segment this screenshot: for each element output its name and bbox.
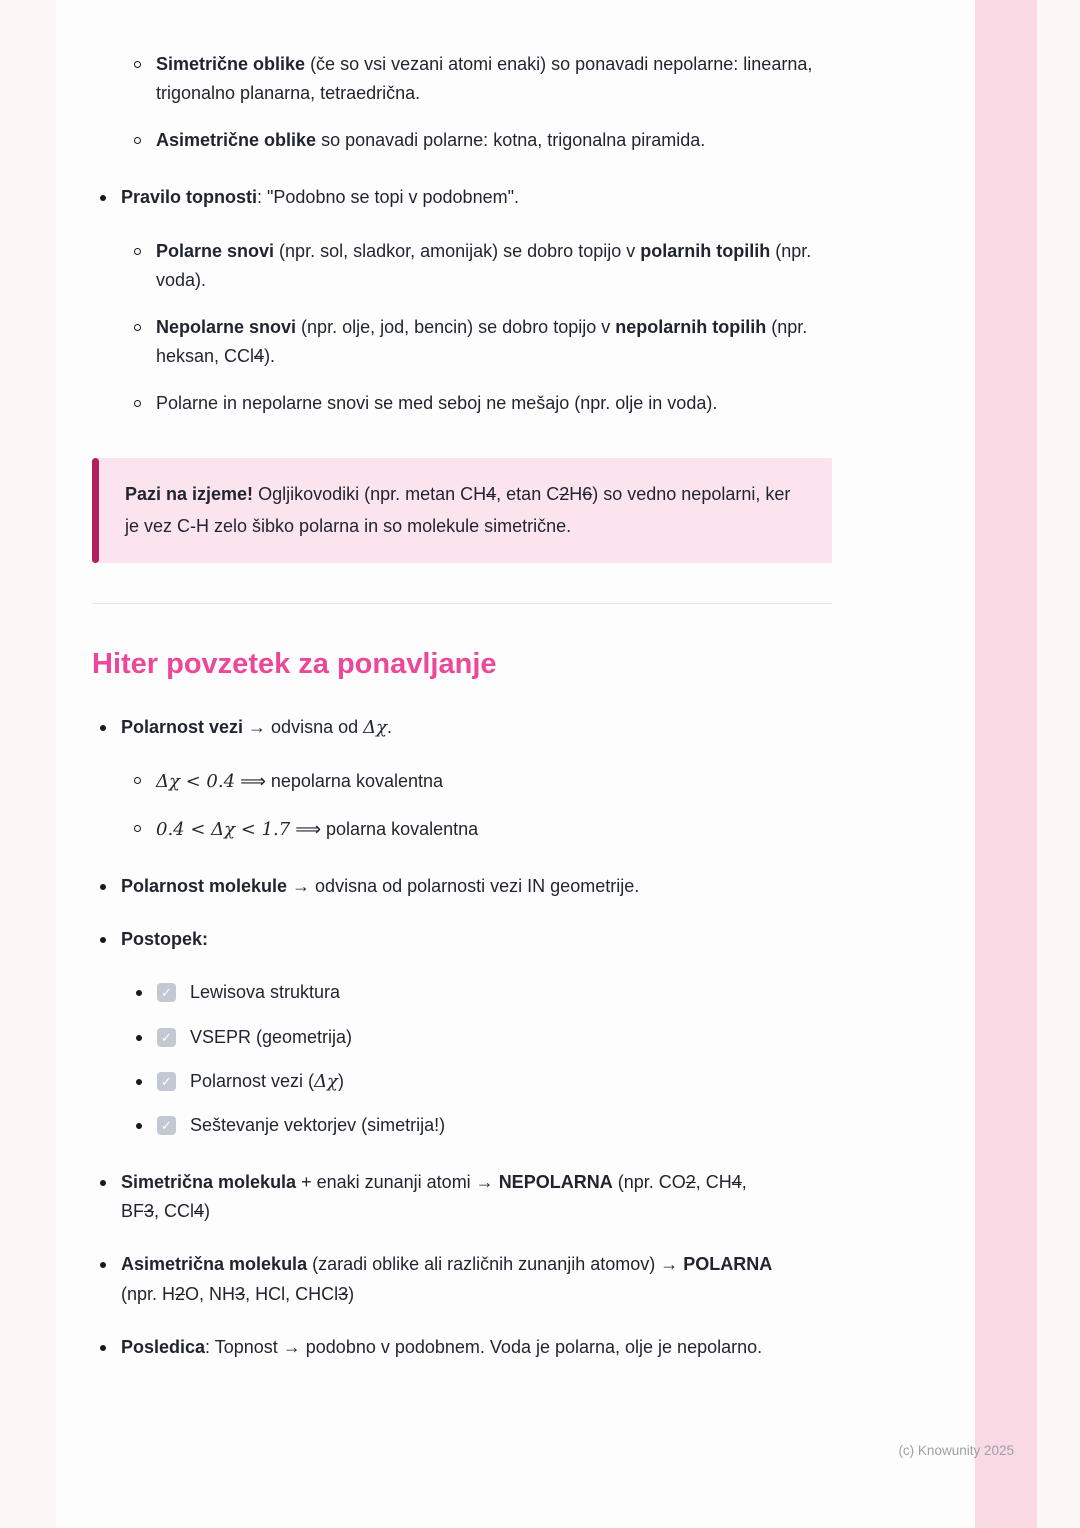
- checklist-item: [92, 1023, 832, 1052]
- bullet-icon: [100, 1345, 106, 1351]
- bullet-icon: [100, 1262, 106, 1268]
- list-item-text: Δχ < 0.4 ⟹ nepolarna kovalentna: [156, 770, 444, 792]
- list-item-text: Simetrična molekula + enaki zunanji atomi → NEPOLARNA (npr. CO2, CH4, BF3, CCl4): [121, 1172, 747, 1222]
- checklist-item-text: Polarnost vezi (Δχ): [190, 1070, 344, 1092]
- list-item-text: Polarnost vezi → odvisna od Δχ.: [121, 716, 393, 738]
- list-item: [92, 50, 832, 108]
- list-item: [92, 766, 832, 796]
- bullet-icon: [100, 937, 106, 943]
- list-item-text: 0.4 < Δχ < 1.7 ⟹ polarna kovalentna: [156, 818, 479, 840]
- list-item-text: Pravilo topnosti: "Podobno se topi v podobnem".: [121, 187, 519, 208]
- bullet-icon: [100, 1180, 106, 1186]
- list-item-text: Asimetrične oblike so ponavadi polarne: kotna, trigonalna piramida.: [156, 130, 706, 151]
- circle-bullet-icon: [134, 248, 141, 255]
- section-heading: Hiter povzetek za ponavljanje: [92, 648, 497, 681]
- list-item-text: Posledica: Topnost → podobno v podobnem. Voda je polarna, olje je nepolarno.: [121, 1336, 763, 1357]
- list-item: [92, 814, 832, 844]
- list-item: [92, 1250, 832, 1308]
- list-item-text: Polarne snovi (npr. sol, sladkor, amonijak) se dobro topijo v polarnih topilih (npr. voda).: [156, 240, 812, 290]
- checklist-item: [92, 1067, 832, 1096]
- checkbox-checked-icon: ✓: [157, 1116, 176, 1135]
- checklist-item: [92, 1111, 832, 1140]
- bullet-icon: [100, 884, 106, 890]
- circle-bullet-icon: [134, 137, 141, 144]
- list-item-text: Asimetrična molekula (zaradi oblike ali različnih zunanjih atomov) → POLARNA (npr. H2O, NH3, HCl, CHCl3): [121, 1254, 773, 1304]
- checkbox-checked-icon: ✓: [157, 1028, 176, 1047]
- bullet-icon: [136, 990, 142, 996]
- list-item-text: Polarnost molekule → odvisna od polarnosti vezi IN geometrije.: [121, 876, 640, 897]
- section-divider: [92, 603, 832, 604]
- checkbox-checked-icon: ✓: [157, 983, 176, 1002]
- list-item-text: Polarne in nepolarne snovi se med seboj ne mešajo (npr. olje in voda).: [156, 393, 718, 414]
- checklist-item-text: Seštevanje vektorjev (simetrija!): [190, 1114, 446, 1135]
- checklist-item-text: VSEPR (geometrija): [190, 1026, 353, 1047]
- callout-text: Pazi na izjeme! Ogljikovodiki (npr. metan CH4, etan C2H6) so vedno nepolarni, ker je vez C-H zelo šibko polarna in so molekule simetrične.: [125, 484, 791, 536]
- list-item: [92, 713, 832, 742]
- list-item-text: Simetrične oblike (če so vsi vezani atomi enaki) so ponavadi nepolarne: linearna, trigonalno planarna, tetraedrična.: [156, 54, 813, 104]
- circle-bullet-icon: [134, 324, 141, 331]
- bullet-icon: [100, 195, 106, 201]
- circle-bullet-icon: [134, 825, 141, 832]
- bullet-icon: [136, 1035, 142, 1041]
- list-item: [92, 1168, 832, 1226]
- list-item: [92, 389, 832, 418]
- list-item: [92, 925, 832, 954]
- bullet-icon: [100, 725, 106, 731]
- checklist-item-text: Lewisova struktura: [190, 982, 341, 1003]
- list-item: [92, 1333, 832, 1362]
- content-column: [92, 48, 832, 1386]
- list-item: [92, 872, 832, 901]
- bullet-icon: [136, 1123, 142, 1129]
- list-item: [92, 237, 832, 295]
- checkbox-checked-icon: ✓: [157, 1072, 176, 1091]
- right-margin-stripe: [975, 0, 1037, 1528]
- circle-bullet-icon: [134, 777, 141, 784]
- list-item: [92, 183, 832, 212]
- circle-bullet-icon: [134, 400, 141, 407]
- list-item: [92, 126, 832, 155]
- copyright-footer: (c) Knowunity 2025: [898, 1443, 1014, 1459]
- list-item-text: Nepolarne snovi (npr. olje, jod, bencin) se dobro topijo v nepolarnih topilih (npr. heksan, CCl4).: [156, 316, 808, 367]
- checklist-item: [92, 978, 832, 1007]
- list-item: [92, 313, 832, 371]
- list-item-text: Postopek:: [121, 929, 209, 950]
- circle-bullet-icon: [134, 61, 141, 68]
- callout-box: [92, 458, 832, 563]
- bullet-icon: [136, 1079, 142, 1085]
